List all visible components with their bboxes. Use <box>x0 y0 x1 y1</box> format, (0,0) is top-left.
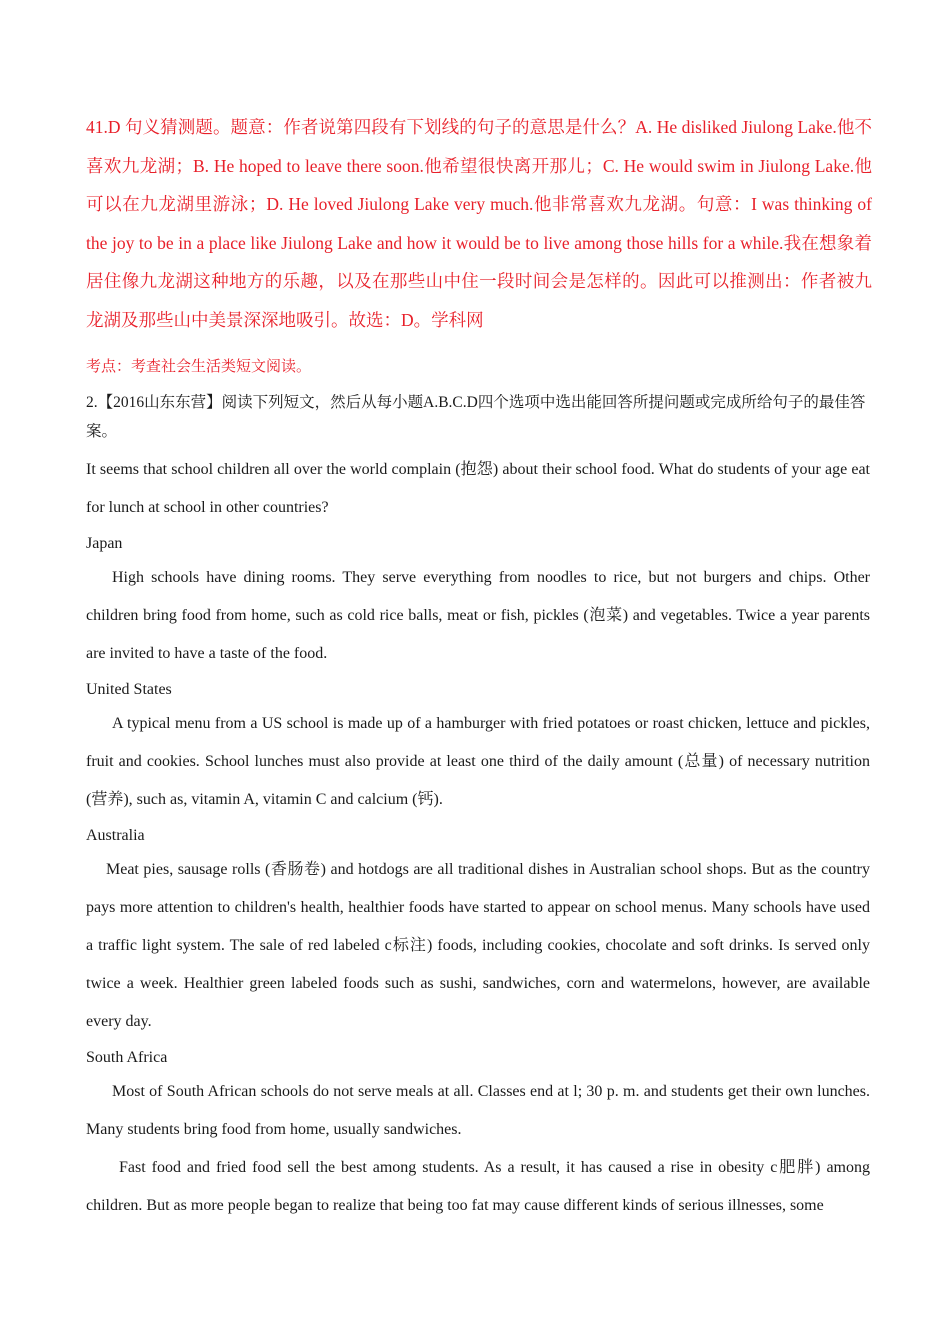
section-heading-south-africa: South Africa <box>86 1049 168 1066</box>
key-point-note: 考点：考查社会生活类短文阅读。 <box>86 359 312 375</box>
question-header: 2.【2016山东东营】阅读下列短文，然后从每小题A.B.C.D四个选项中选出能回答所提问题或完成所给句子的最佳答案。 <box>86 394 866 440</box>
section-text-south-africa-2: Fast food and fried food sell the best among students. As a result, it has caused a rise in obesity c肥胖) among children. But as more people began to realize that being too fat may cause different kinds of serious illnesses, some <box>86 1159 870 1214</box>
passage-intro: It seems that school children all over the world complain (抱怨) about their school food. What do students of your age eat for lunch at school in other countries? <box>86 461 870 516</box>
section-heading-australia: Australia <box>86 827 145 844</box>
answer-explanation: 41.D 句义猜测题。题意：作者说第四段有下划线的句子的意思是什么？A. He disliked Jiulong Lake.他不喜欢九龙湖；B. He hoped to leave there soon.他希望很快离开那儿；C. He would swim in Jiulong Lake.他可以在九龙湖里游泳；D. He loved Jiulong Lake very much.他非常喜欢九龙湖。句意：I was thinking of the joy to be in a place like Jiulong Lake and how it would be to live among those hills for a while.我在想象着居住像九龙湖这种地方的乐趣，以及在那些山中住一段时间会是怎样的。因此可以推测出：作者被九龙湖及那些山中美景深深地吸引。故选：D。学科网 <box>86 117 872 330</box>
section-text-south-africa-1: Most of South African schools do not serve meals at all. Classes end at l; 30 p. m. and students get their own lunches. Many students bring food from home, usually sandwiches. <box>86 1083 870 1138</box>
section-heading-us: United States <box>86 681 172 698</box>
section-heading-japan: Japan <box>86 535 123 552</box>
section-text-us: A typical menu from a US school is made up of a hamburger with fried potatoes or roast chicken, lettuce and pickles, fruit and cookies. School lunches must also provide at least one third of the daily amount (总量) of necessary nutrition (营养), such as, vitamin A, vitamin C and calcium (钙). <box>86 715 870 808</box>
section-text-australia: Meat pies, sausage rolls (香肠卷) and hotdogs are all traditional dishes in Australian school shops. But as the country pays more attention to children's health, healthier foods have started to appear on school menus. Many schools have used a traffic light system. The sale of red labeled c标注) foods, including cookies, chocolate and soft drinks. Is served only twice a week. Healthier green labeled foods such as sushi, sandwiches, corn and watermelons, however, are available every day. <box>86 861 870 1030</box>
section-text-japan: High schools have dining rooms. They serve everything from noodles to rice, but not burgers and chips. Other children bring food from home, such as cold rice balls, meat or fish, pickles (泡菜) and vegetables. Twice a year parents are invited to have a taste of the food. <box>86 569 870 662</box>
reading-passage <box>86 451 870 1225</box>
